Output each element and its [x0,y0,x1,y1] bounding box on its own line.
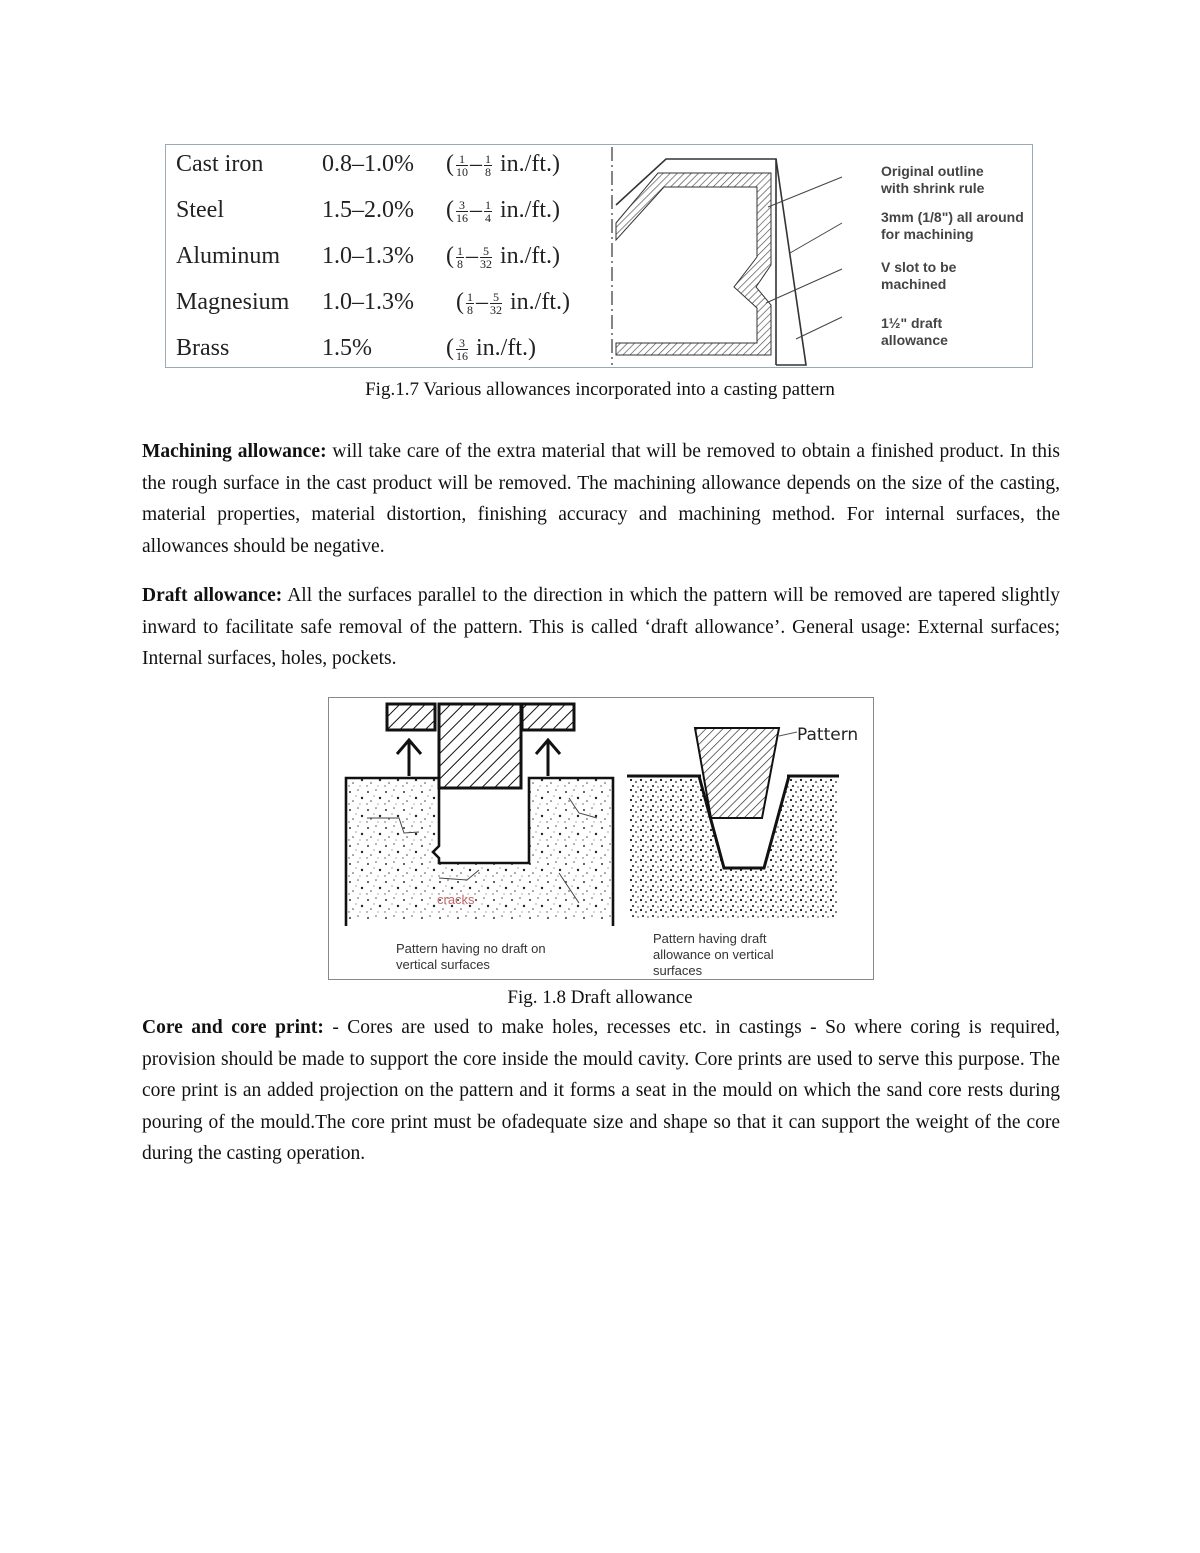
shrink-percent: 0.8–1.0% [322,151,414,177]
shrink-range: ( $\frac{3}{16}$ – $\frac{1}{4}$ in./ft.) [446,197,560,225]
label-draft: 1½" draft allowance [881,315,948,348]
shrink-range: ( $\frac{1}{8}$ – $\frac{5}{32}$ in./ft.) [456,289,570,317]
core-print-paragraph [142,1012,1060,1170]
paragraph-text: All the surfaces parallel to the direction in which the pattern will be removed are tapered slightly inward to facilitate safe removal of the pattern. This is called ‘draft allowance’. General usage: External surfaces; Internal surfaces, holes, pockets. [142,585,1060,669]
paragraph-text: will take care of the extra material that will be removed to obtain a finished product. In this the rough surface in the cast product will be removed. The machining allowance depends on the size of the casting, material properties, material distortion, finishing accuracy and machining method. For internal surfaces, the allowances should be negative. [142,441,1061,557]
paragraph-heading: Machining allowance: [142,441,327,462]
shrink-percent: 1.5–2.0% [322,197,414,223]
label-machining: 3mm (1/8") all around for machining [881,209,1024,242]
cracks-label: cracks [437,892,475,907]
figure-1-7-caption: Fig.1.7 Various allowances incorporated into a casting pattern [365,379,835,400]
figure-1-8-caption: Fig. 1.8 Draft allowance [507,987,693,1008]
paragraph-heading: Draft allowance: [142,585,283,606]
material-name: Brass [176,335,230,361]
shrink-percent: 1.0–1.3% [322,289,414,315]
material-name: Magnesium [176,289,290,315]
label-v-slot: V slot to be machined [881,259,957,292]
shrink-percent: 1.0–1.3% [322,243,414,269]
draft-allowance-paragraph [142,580,1060,675]
shrink-range: ( $\frac{1}{8}$ – $\frac{5}{32}$ in./ft.) [446,243,560,271]
material-name: Steel [176,197,224,223]
right-diagram-caption: Pattern having draft allowance on vertical surfaces [653,931,774,978]
paragraph-text: - Cores are used to make holes, recesses etc. in castings - So where coring is required, provision should be made to support the core inside the mould cavity. Core prints are used to serve this purpose. The core print is an added projection on the pattern and it forms a seat in the mould on which the sand core rests during pouring of the mould.The core print must be ofadequate size and shape so that it can support the weight of the core during the casting operation. [142,1017,1061,1164]
shrink-range: ( $\frac{1}{10}$ – $\frac{1}{8}$ in./ft.) [446,151,560,179]
figure-1-7 [165,144,1033,368]
shrink-range: ( $\frac{3}{16}$ in./ft.) [446,335,536,363]
machining-allowance-paragraph [142,436,1060,562]
paragraph-heading: Core and core print: [142,1017,324,1038]
shrink-percent: 1.5% [322,335,372,361]
pattern-label: Pattern [797,725,859,745]
label-original-outline: Original outline with shrink rule [881,163,985,196]
draft-allowance-diagram [329,698,875,981]
figure-1-8 [328,697,874,980]
left-diagram-caption: Pattern having no draft on vertical surfaces [396,941,546,972]
material-name: Aluminum [176,243,281,269]
material-name: Cast iron [176,151,264,177]
